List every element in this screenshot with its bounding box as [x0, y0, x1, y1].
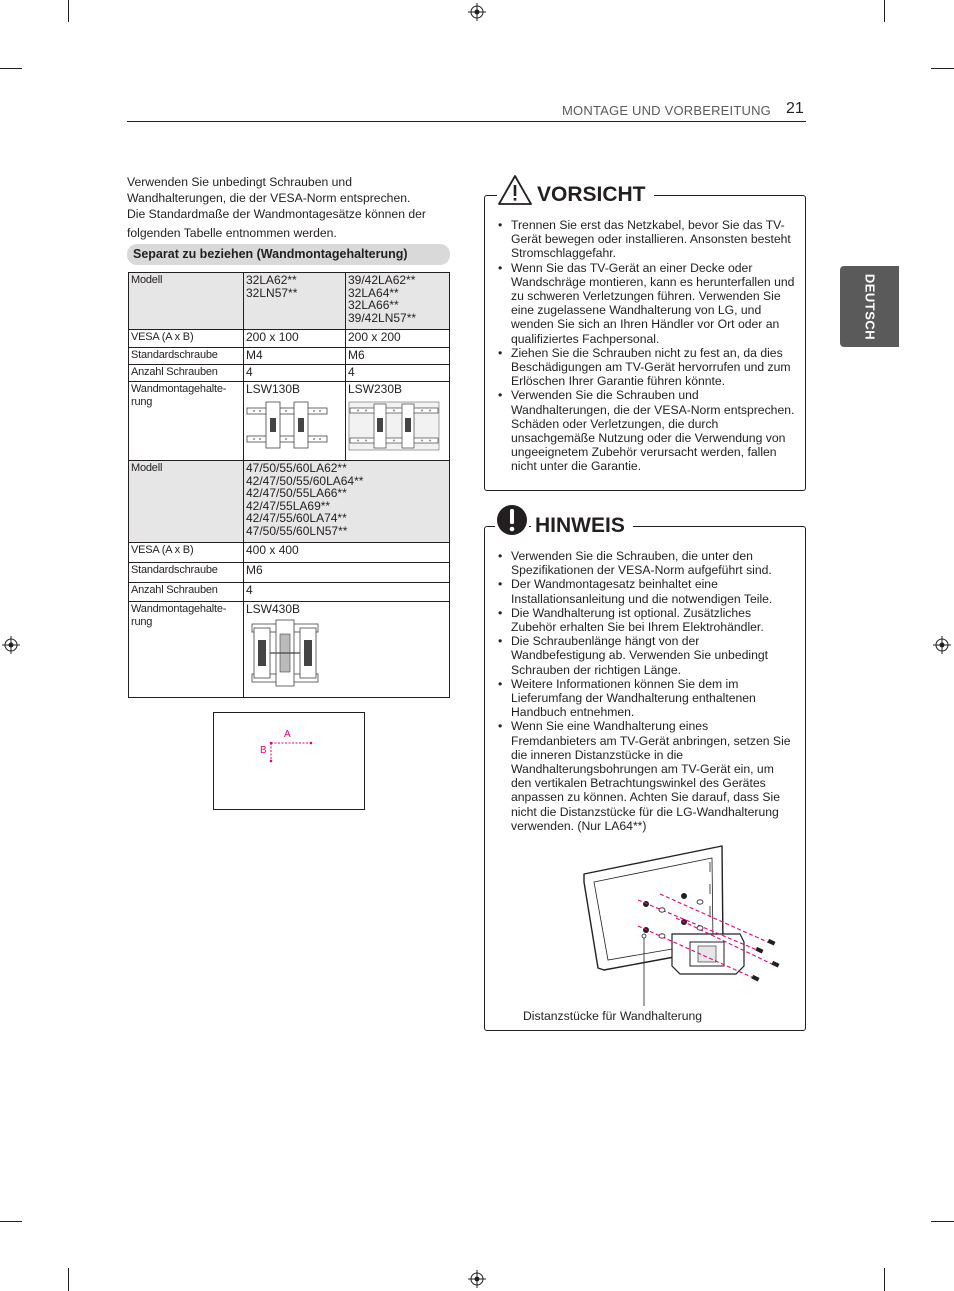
model-name: 42/47/55LA69**: [246, 498, 331, 513]
model-cell: [346, 273, 450, 330]
list-item: • Die Schraubenlänge hängt von der Wandbefestigung ab. Verwenden Sie unbedingt Schrauben der richtigen Länge.: [497, 634, 795, 677]
bracket-cell: [244, 382, 346, 461]
table-row: [129, 365, 450, 382]
model-cell: [244, 273, 346, 330]
model-name: 47/50/55/60LA62**: [246, 461, 347, 475]
page-number: 21: [786, 100, 804, 117]
registration-mark-icon: [468, 3, 486, 21]
table-row: [129, 543, 450, 563]
table-row: [129, 348, 450, 365]
intro-paragraph: [127, 174, 457, 241]
table-row: [129, 461, 450, 543]
list-item: • Weitere Informationen können Sie dem im Lieferumfang der Wandhalterung enthaltenen Handbuch entnehmen.: [497, 677, 795, 720]
model-name: 39/42LA62**: [348, 273, 416, 287]
tv-wall-mount-illustration: [580, 842, 780, 1007]
screw-count-value: 4: [244, 365, 346, 382]
model-label: Modell: [129, 461, 244, 543]
crop-mark: [931, 1221, 954, 1222]
screw-value: M6: [244, 563, 450, 583]
header-rule: [127, 121, 806, 122]
bracket-label: Wandmontagehalte-rung: [129, 382, 244, 461]
wall-bracket-lsw130b-icon: [246, 398, 328, 454]
screw-value: M4: [244, 348, 346, 365]
dimension-label-a: A: [284, 729, 291, 740]
table-row: [129, 382, 450, 461]
section-title: MONTAGE UND VORBEREITUNG: [562, 103, 771, 118]
list-item: • Trennen Sie erst das Netzkabel, bevor Sie das TV-Gerät bewegen oder installieren. Ansonsten besteht Stromschlaggefahr.: [497, 218, 795, 261]
table-row: [129, 602, 450, 698]
spec-table-large: [128, 460, 450, 698]
vesa-diagram: [213, 712, 365, 810]
screw-count-label: Anzahl Schrauben: [129, 583, 244, 602]
spec-table-small: [128, 272, 450, 461]
model-label: Modell: [129, 273, 244, 330]
bracket-cell: [244, 602, 450, 698]
intro-line: Verwenden Sie unbedingt Schrauben und: [127, 175, 352, 189]
model-cell: [244, 461, 450, 543]
registration-mark-icon: [2, 636, 20, 654]
screw-count-value: 4: [346, 365, 450, 382]
screw-count-label: Anzahl Schrauben: [129, 365, 244, 382]
table-row: [129, 273, 450, 330]
bracket-label: Wandmontagehalte-rung: [129, 602, 244, 698]
bracket-model: LSW430B: [246, 602, 301, 616]
intro-line: Die Standardmaße der Wandmontagesätze können der: [127, 207, 426, 221]
list-item: • Wenn Sie das TV-Gerät an einer Decke oder Wandschräge montieren, kann es herunterfallen und zu schweren Verletzungen führen. Verwenden Sie eine zugelassene Wandhalterung von LG, und wenden Sie sich an Ihren Händler vor Ort oder an qualifiziertes Fachpersonal.: [497, 261, 795, 346]
dimension-label-b: B: [260, 745, 267, 756]
warning-triangle-icon: [497, 174, 533, 206]
crop-mark: [0, 1221, 22, 1222]
model-name: 32LA64**: [348, 285, 399, 300]
intro-line: Wandhalterungen, die der VESA-Norm entsprechen.: [127, 191, 411, 205]
list-item: • Wenn Sie eine Wandhalterung eines Fremdanbieters am TV-Gerät anbringen, setzen Sie die inneren Distanzstücke in die Wandhalterungsbohrungen am TV-Gerät ein, um den vertikalen Betrachtungswinkel des Gerätes anpassen zu können. Achten Sie darauf, dass Sie nicht die Distanzstücke für die LG-Wandhalterung verwenden. (Nur LA64**): [497, 719, 795, 833]
screw-label: Standardschraube: [129, 563, 244, 583]
vesa-label: VESA (A x B): [129, 543, 244, 563]
wall-bracket-lsw430b-icon: [250, 618, 320, 688]
wall-bracket-lsw230b-icon: [348, 398, 440, 454]
crop-mark: [884, 0, 885, 22]
model-name: 39/42LN57**: [348, 310, 417, 325]
list-item: • Der Wandmontagesatz beinhaltet eine Installationsanleitung und die notwendigen Teile.: [497, 577, 795, 605]
language-tab-label: DEUTSCH: [862, 273, 877, 340]
caution-title: VORSICHT: [533, 183, 654, 207]
screw-value: M6: [346, 348, 450, 365]
note-title: HINWEIS: [531, 514, 633, 538]
note-list: [497, 549, 795, 833]
model-name: 42/47/55/60LA74**: [246, 511, 347, 525]
list-item: • Verwenden Sie die Schrauben und Wandhalterungen, die der VESA-Norm entsprechen. Schäden oder Verletzungen, die durch unsachgemäße Nutzung oder die Verwendung von ungeeignetem Zubehör verursacht werden, fallen nicht unter die Garantie.: [497, 388, 795, 473]
crop-mark: [0, 68, 22, 69]
crop-mark: [68, 1268, 69, 1291]
language-tab: [840, 266, 899, 347]
list-item: • Ziehen Sie die Schrauben nicht zu fest an, da dies Beschädigungen am TV-Gerät hervorrufen und zum Erlöschen Ihrer Garantie führen könnte.: [497, 346, 795, 389]
figure-caption: Distanzstücke für Wandhalterung: [523, 1009, 703, 1023]
bracket-model: LSW130B: [246, 382, 301, 396]
crop-mark: [931, 68, 954, 69]
model-name: 47/50/55/60LN57**: [246, 523, 348, 538]
model-name: 32LN57**: [246, 285, 298, 300]
model-name: 42/47/50/55/60LA64**: [246, 473, 364, 488]
screw-count-value: 4: [244, 583, 450, 602]
crop-mark: [884, 1268, 885, 1291]
vesa-value: 200 x 200: [346, 330, 450, 348]
registration-mark-icon: [468, 1270, 486, 1288]
vesa-value: 200 x 100: [244, 330, 346, 348]
table-row: [129, 330, 450, 348]
bracket-cell: [346, 382, 450, 461]
table-row: [129, 583, 450, 602]
exclamation-circle-icon: [495, 503, 529, 537]
crop-mark: [68, 0, 69, 22]
vesa-dimension-diagram: [214, 713, 364, 809]
list-item: • Die Wandhalterung ist optional. Zusätzliches Zubehör erhalten Sie bei Ihrem Elektrohändler.: [497, 606, 795, 634]
model-name: 32LA62**: [246, 273, 297, 287]
vesa-value: 400 x 400: [244, 543, 450, 563]
list-item: • Verwenden Sie die Schrauben, die unter den Spezifikationen der VESA-Norm aufgeführt sind.: [497, 549, 795, 577]
model-name: 32LA66**: [348, 298, 399, 312]
screw-label: Standardschraube: [129, 348, 244, 365]
bracket-model: LSW230B: [348, 382, 403, 396]
caution-list: [497, 218, 795, 474]
table-heading: Separat zu beziehen (Wandmontagehalterung): [127, 244, 450, 265]
registration-mark-icon: [933, 636, 951, 654]
model-name: 42/47/50/55LA66**: [246, 486, 347, 500]
vesa-label: VESA (A x B): [129, 330, 244, 348]
table-row: [129, 563, 450, 583]
intro-line: folgenden Tabelle entnommen werden.: [127, 226, 337, 240]
